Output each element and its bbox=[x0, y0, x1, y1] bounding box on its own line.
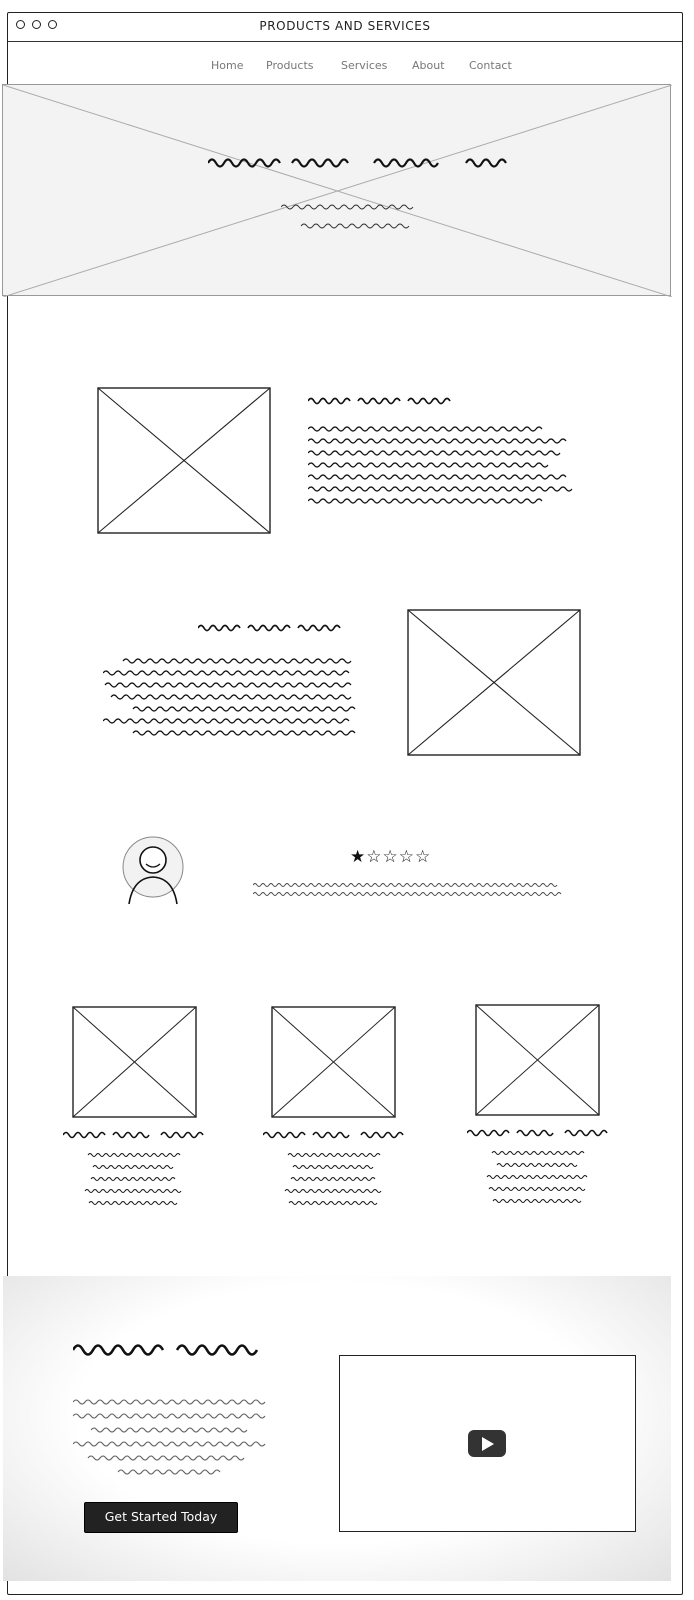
star-empty-icon[interactable]: ☆ bbox=[398, 847, 415, 867]
star-filled-icon[interactable]: ★ bbox=[350, 847, 367, 867]
star-empty-icon[interactable]: ☆ bbox=[415, 847, 432, 867]
cta-heading-scribble bbox=[73, 1340, 263, 1358]
window-title: PRODUCTS AND SERVICES bbox=[259, 19, 431, 33]
feature-1-body-scribble bbox=[308, 425, 588, 515]
main-nav bbox=[8, 59, 682, 81]
hero-heading-scribble bbox=[208, 155, 508, 169]
card-2-image-placeholder bbox=[271, 1006, 397, 1119]
get-started-button[interactable]: Get Started Today bbox=[84, 1502, 238, 1533]
hero-image-placeholder bbox=[2, 84, 671, 296]
card-1-text-scribble bbox=[63, 1130, 213, 1210]
feature-2-body-scribble bbox=[103, 657, 363, 747]
nav-products[interactable]: Products bbox=[266, 59, 314, 72]
nav-services[interactable]: Services bbox=[341, 59, 388, 72]
star-empty-icon[interactable]: ☆ bbox=[366, 847, 383, 867]
card-3-text-scribble bbox=[467, 1128, 617, 1208]
hero-subtext-scribble bbox=[281, 202, 431, 232]
play-icon[interactable] bbox=[468, 1430, 506, 1457]
video-player[interactable] bbox=[339, 1355, 636, 1532]
card-1-image-placeholder bbox=[72, 1006, 198, 1119]
card-2-text-scribble bbox=[263, 1130, 413, 1210]
feature-2-heading-scribble bbox=[198, 622, 348, 634]
title-bar bbox=[8, 13, 682, 42]
feature-1-heading-scribble bbox=[308, 395, 458, 407]
nav-home[interactable]: Home bbox=[211, 59, 244, 72]
hero-placeholder-cross bbox=[3, 85, 672, 297]
star-empty-icon[interactable]: ☆ bbox=[382, 847, 399, 867]
cta-body-scribble bbox=[73, 1398, 273, 1488]
nav-contact[interactable]: Contact bbox=[469, 59, 512, 72]
feature-2-image-placeholder bbox=[407, 609, 582, 757]
feature-1-image-placeholder bbox=[97, 387, 272, 535]
avatar-user-icon bbox=[120, 836, 186, 906]
nav-about[interactable]: About bbox=[412, 59, 445, 72]
testimonial-quote-scribble bbox=[253, 882, 573, 898]
rating-stars bbox=[350, 847, 431, 867]
card-3-image-placeholder bbox=[475, 1004, 601, 1117]
